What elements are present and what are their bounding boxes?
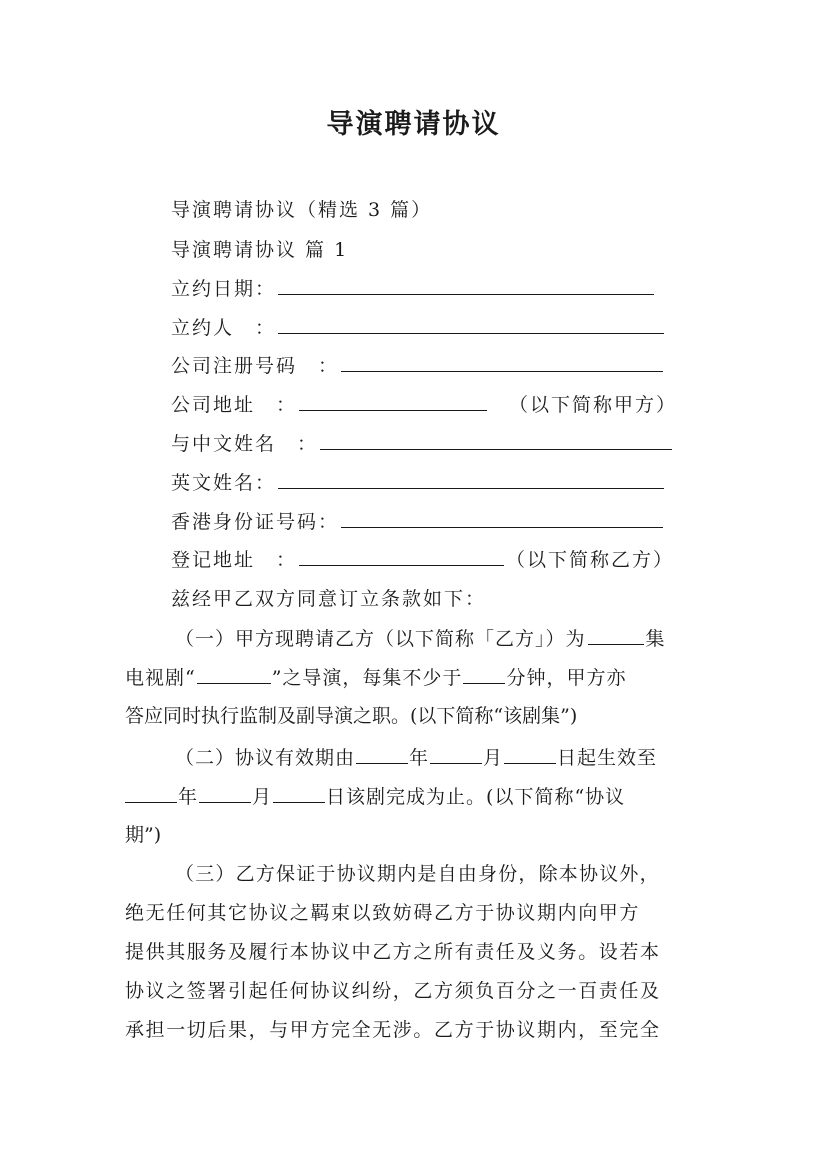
clause-2-text-e: 年: [178, 786, 199, 808]
reg-addr-blank: [299, 547, 504, 566]
signer-blank: [278, 315, 664, 334]
reg-label: 公司注册号码 ：: [171, 355, 340, 377]
reg-addr-row: [171, 547, 674, 572]
en-name-row: [171, 470, 666, 495]
clause-1-episodes-blank: [588, 626, 644, 645]
addr-suffix: （以下简称甲方）: [509, 394, 678, 416]
clause-2-end-year-blank: [125, 784, 177, 803]
clause-2-start-day-blank: [504, 745, 556, 764]
clause-2-start-month-blank: [430, 745, 482, 764]
clause-1-line-1: [125, 626, 665, 651]
clause-3-line-3: 提供其服务及履行本协议中乙方之所有责任及义务。设若本: [125, 941, 661, 963]
clause-2-line-1: [125, 745, 657, 770]
addr-blank: [299, 392, 487, 411]
clause-2-text-f: 月: [252, 786, 273, 808]
en-name-blank: [278, 470, 664, 489]
clause-1-title-blank: [197, 665, 271, 684]
clause-1-text-d: ”之导演，每集不少于: [271, 667, 463, 689]
clause-3-line-4: 协议之签署引起任何协议纠纷，乙方须负百分之一百责任及: [125, 980, 661, 1002]
hkid-row: [171, 509, 665, 534]
clause-2-text-b: 年: [409, 747, 430, 769]
en-name-label: 英文姓名：: [171, 472, 277, 494]
hkid-label: 香港身份证号码：: [171, 511, 340, 533]
subtitle: 导演聘请协议（精选 3 篇）: [171, 199, 433, 221]
clause-2-end-day-blank: [273, 784, 325, 803]
cn-name-blank: [320, 431, 672, 450]
clause-2-text-a: （二）协议有效期由: [175, 747, 356, 769]
signer-label: 立约人 ：: [171, 317, 277, 339]
clause-1-text-b: 集: [645, 628, 665, 650]
clause-2-line-2: [125, 784, 625, 809]
clause-1-text-e: 分钟，甲方亦: [506, 667, 627, 689]
clause-3-line-2: 绝无任何其它协议之羁束以致妨碍乙方于协议期内向甲方: [125, 902, 641, 924]
reg-row: [171, 353, 665, 378]
reg-addr-label: 登记地址 ：: [171, 549, 298, 571]
reg-blank: [341, 353, 663, 372]
date-label: 立约日期：: [171, 278, 277, 300]
clause-1-line-2: [125, 665, 626, 690]
addr-row: [171, 392, 677, 417]
clause-2-end-month-blank: [199, 784, 251, 803]
date-blank: [278, 276, 654, 295]
reg-addr-suffix: （以下简称乙方）: [506, 549, 675, 571]
clause-2-text-g: 日该剧完成为止。(以下简称“协议: [326, 786, 626, 808]
clause-2-line-3: 期”): [125, 824, 162, 846]
clause-3-line-5: 承担一切后果，与甲方完全无涉。乙方于协议期内，至完全: [125, 1019, 661, 1041]
cn-name-row: [171, 431, 674, 456]
clause-1-line-3: 答应同时执行监制及副导演之职。(以下简称“该剧集”): [125, 705, 578, 727]
signer-row: [171, 315, 666, 340]
clause-1-text-a: （一）甲方现聘请乙方（以下简称「乙方」）为: [175, 628, 586, 650]
hkid-blank: [341, 509, 663, 528]
cn-name-label: 与中文姓名 ：: [171, 433, 319, 455]
clause-1-text-c: 电视剧“: [125, 667, 196, 689]
clause-2-start-year-blank: [356, 745, 408, 764]
intro-line: 兹经甲乙双方同意订立条款如下：: [171, 588, 487, 610]
clause-1-minutes-blank: [463, 665, 505, 684]
clause-2-text-c: 月: [483, 747, 504, 769]
date-row: [171, 276, 656, 301]
clause-2-text-d: 日起生效至: [557, 747, 658, 769]
document-title: 导演聘请协议: [326, 109, 501, 140]
clause-3-line-1: （三）乙方保证于协议期内是自由身份，除本协议外，: [175, 863, 660, 885]
addr-label: 公司地址 ：: [171, 394, 298, 416]
part-heading: 导演聘请协议 篇 1: [171, 239, 349, 261]
